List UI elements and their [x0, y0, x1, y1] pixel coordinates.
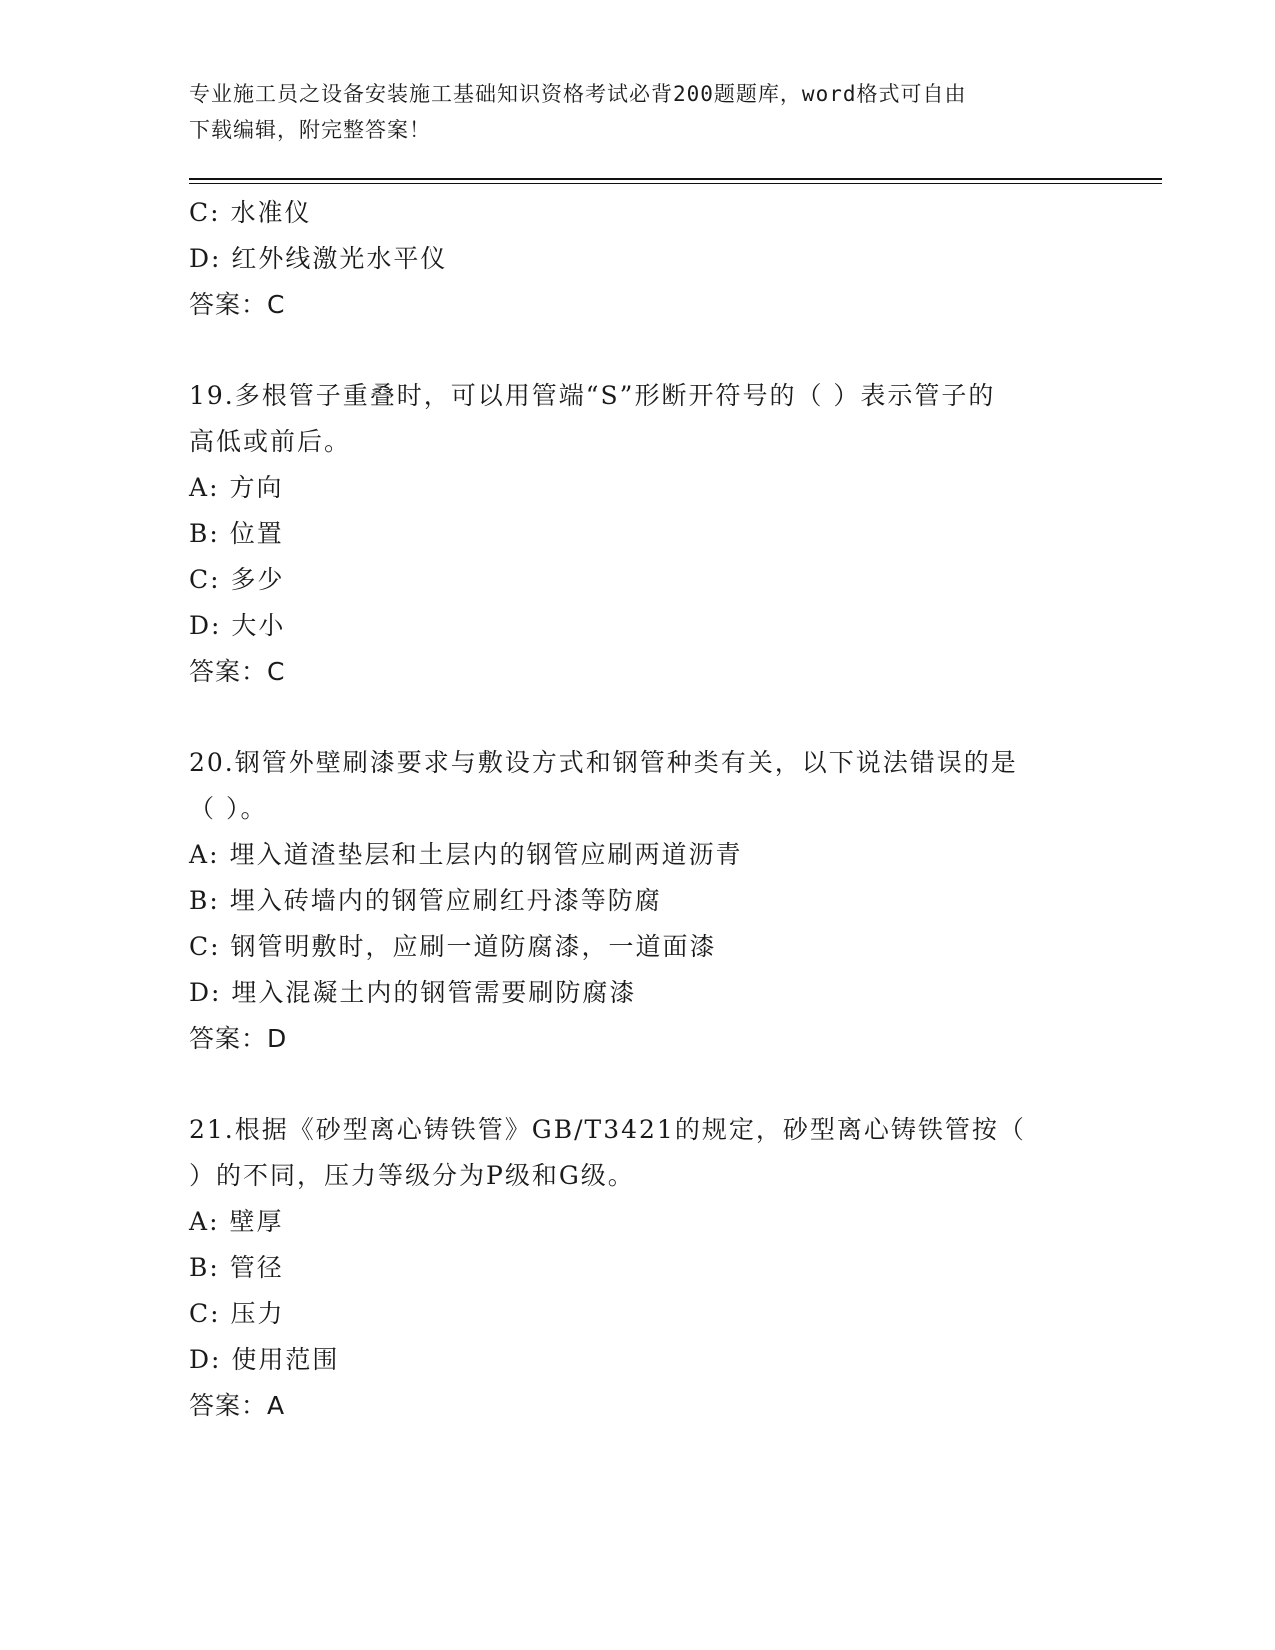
option-row: A: 方向 [189, 473, 284, 502]
question-21 [189, 1107, 1089, 1429]
header-title-line-1: 专业施工员之设备安装施工基础知识资格考试必背200题题库，word格式可自由 [189, 82, 967, 106]
answer-line: 答案：C [189, 290, 286, 319]
question-stem: 19.多根管子重叠时，可以用管端“S”形断开符号的（ ）表示管子的 高低或前后。 [189, 381, 996, 456]
answer-line: 答案：A [189, 1391, 286, 1420]
option-row: D: 红外线激光水平仪 [189, 244, 448, 273]
option-row: D: 使用范围 [189, 1345, 340, 1374]
header-title-line-2: 下载编辑，附完整答案！ [189, 118, 431, 142]
answer-line: 答案：D [189, 1024, 288, 1053]
option-row: C: 水准仪 [189, 198, 312, 227]
document-body [189, 190, 1089, 1429]
option-row: B: 管径 [189, 1253, 284, 1282]
option-row: D: 埋入混凝土内的钢管需要刷防腐漆 [189, 978, 637, 1007]
option-row: A: 壁厚 [189, 1207, 284, 1236]
question-20 [189, 740, 1089, 1062]
option-row: C: 压力 [189, 1299, 285, 1328]
option-row: C: 钢管明敷时，应刷一道防腐漆，一道面漆 [189, 932, 717, 961]
option-row: A: 埋入道渣垫层和土层内的钢管应刷两道沥青 [189, 840, 743, 869]
option-row: C: 多少 [189, 565, 285, 594]
header-rule [189, 178, 1162, 180]
option-row: B: 位置 [189, 519, 284, 548]
question-19 [189, 373, 1089, 695]
answer-line: 答案：C [189, 657, 286, 686]
header-rule-secondary [189, 183, 1162, 184]
carryover-block [189, 190, 1089, 328]
question-stem: 20.钢管外壁刷漆要求与敷设方式和钢管种类有关，以下说法错误的是 （ ）。 [189, 748, 1018, 823]
option-row: B: 埋入砖墙内的钢管应刷红丹漆等防腐 [189, 886, 662, 915]
page-header [189, 76, 1089, 148]
option-row: D: 大小 [189, 611, 286, 640]
question-stem: 21.根据《砂型离心铸铁管》GB/T3421的规定，砂型离心铸铁管按（ ）的不同，压力等级分为P级和G级。 [189, 1115, 1026, 1190]
